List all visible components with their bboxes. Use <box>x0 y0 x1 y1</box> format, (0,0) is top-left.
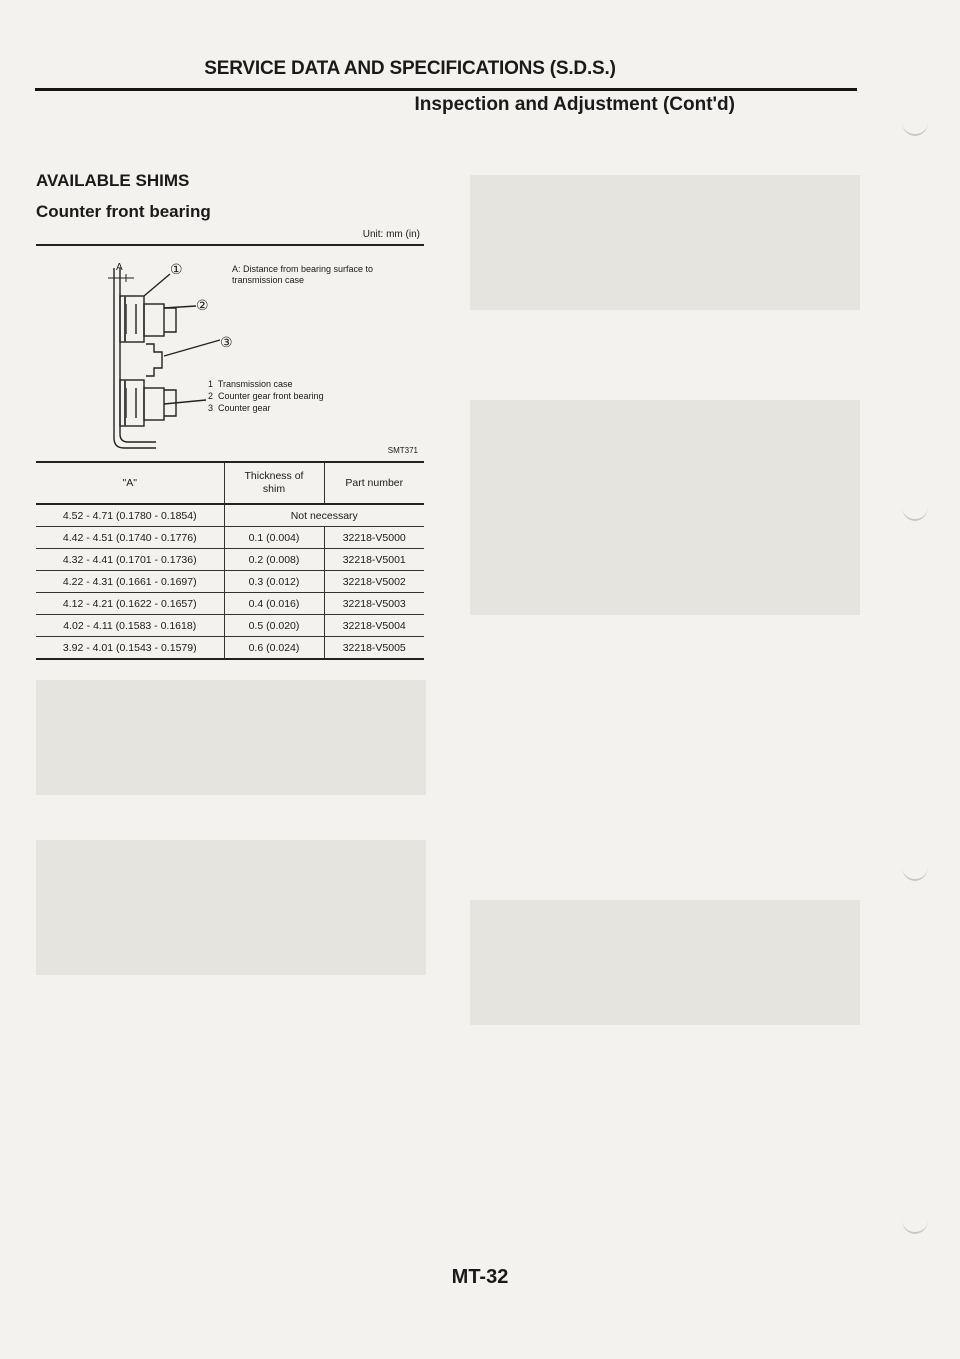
callout-1: ① <box>170 261 183 277</box>
binder-hole-mark <box>902 108 928 136</box>
table-row <box>36 593 424 615</box>
cell-thickness: 0.2 (0.008) <box>224 549 324 571</box>
cell-a: 4.22 - 4.31 (0.1661 - 0.1697) <box>36 571 224 593</box>
dimension-a-label: A <box>116 262 123 273</box>
cell-not-necessary: Not necessary <box>224 504 424 527</box>
shim-table <box>36 463 424 660</box>
bleed-through-block <box>470 175 860 310</box>
cell-thickness: 0.4 (0.016) <box>224 593 324 615</box>
binder-hole-mark <box>902 853 928 881</box>
cell-a: 4.52 - 4.71 (0.1780 - 0.1854) <box>36 504 224 527</box>
binder-hole-mark <box>902 493 928 521</box>
table-row <box>36 571 424 593</box>
cell-thickness: 0.1 (0.004) <box>224 527 324 549</box>
cell-thickness: 0.6 (0.024) <box>224 637 324 660</box>
figure-code: SMT371 <box>387 446 418 455</box>
cell-a: 4.32 - 4.41 (0.1701 - 0.1736) <box>36 549 224 571</box>
cell-part-number: 32218-V5005 <box>324 637 424 660</box>
unit-label: Unit: mm (in) <box>362 229 420 240</box>
figure-note-a: A: Distance from bearing surface to transmission case <box>232 264 374 285</box>
page-number: MT-32 <box>451 1266 509 1288</box>
header-thickness: Thickness of shim <box>224 463 324 504</box>
callout-2: ② <box>196 297 209 313</box>
table-row <box>36 637 424 660</box>
header-rule <box>35 88 857 91</box>
cell-a: 4.12 - 4.21 (0.1622 - 0.1657) <box>36 593 224 615</box>
section-rule <box>36 244 424 246</box>
bearing-figure <box>36 248 424 461</box>
figure-legend-2: 2 Counter gear front bearing <box>208 391 324 401</box>
header-a: "A" <box>36 463 224 504</box>
binder-hole-mark <box>902 1206 928 1234</box>
cell-part-number: 32218-V5001 <box>324 549 424 571</box>
table-row <box>36 615 424 637</box>
cell-thickness: 0.3 (0.012) <box>224 571 324 593</box>
callout-3: ③ <box>220 334 233 350</box>
cell-a: 4.02 - 4.11 (0.1583 - 0.1618) <box>36 615 224 637</box>
cell-part-number: 32218-V5000 <box>324 527 424 549</box>
cell-a: 4.42 - 4.51 (0.1740 - 0.1776) <box>36 527 224 549</box>
figure-legend-1: 1 Transmission case <box>208 379 293 389</box>
bleed-through-block <box>36 680 426 795</box>
cell-thickness: 0.5 (0.020) <box>224 615 324 637</box>
header-title: SERVICE DATA AND SPECIFICATIONS (S.D.S.) <box>204 58 616 79</box>
cell-part-number: 32218-V5002 <box>324 571 424 593</box>
bleed-through-block <box>470 400 860 615</box>
figure-legend-3: 3 Counter gear <box>208 403 271 413</box>
table-row <box>36 549 424 571</box>
subsection-title: Counter front bearing <box>36 202 211 221</box>
cell-a: 3.92 - 4.01 (0.1543 - 0.1579) <box>36 637 224 660</box>
bleed-through-block <box>470 900 860 1025</box>
bleed-through-block <box>36 840 426 975</box>
section-title: AVAILABLE SHIMS <box>36 171 190 190</box>
table-row <box>36 527 424 549</box>
header-subtitle: Inspection and Adjustment (Cont'd) <box>414 94 735 115</box>
cell-part-number: 32218-V5003 <box>324 593 424 615</box>
header-part-number: Part number <box>324 463 424 504</box>
cell-part-number: 32218-V5004 <box>324 615 424 637</box>
table-row <box>36 504 424 527</box>
table-header-row <box>36 463 424 504</box>
